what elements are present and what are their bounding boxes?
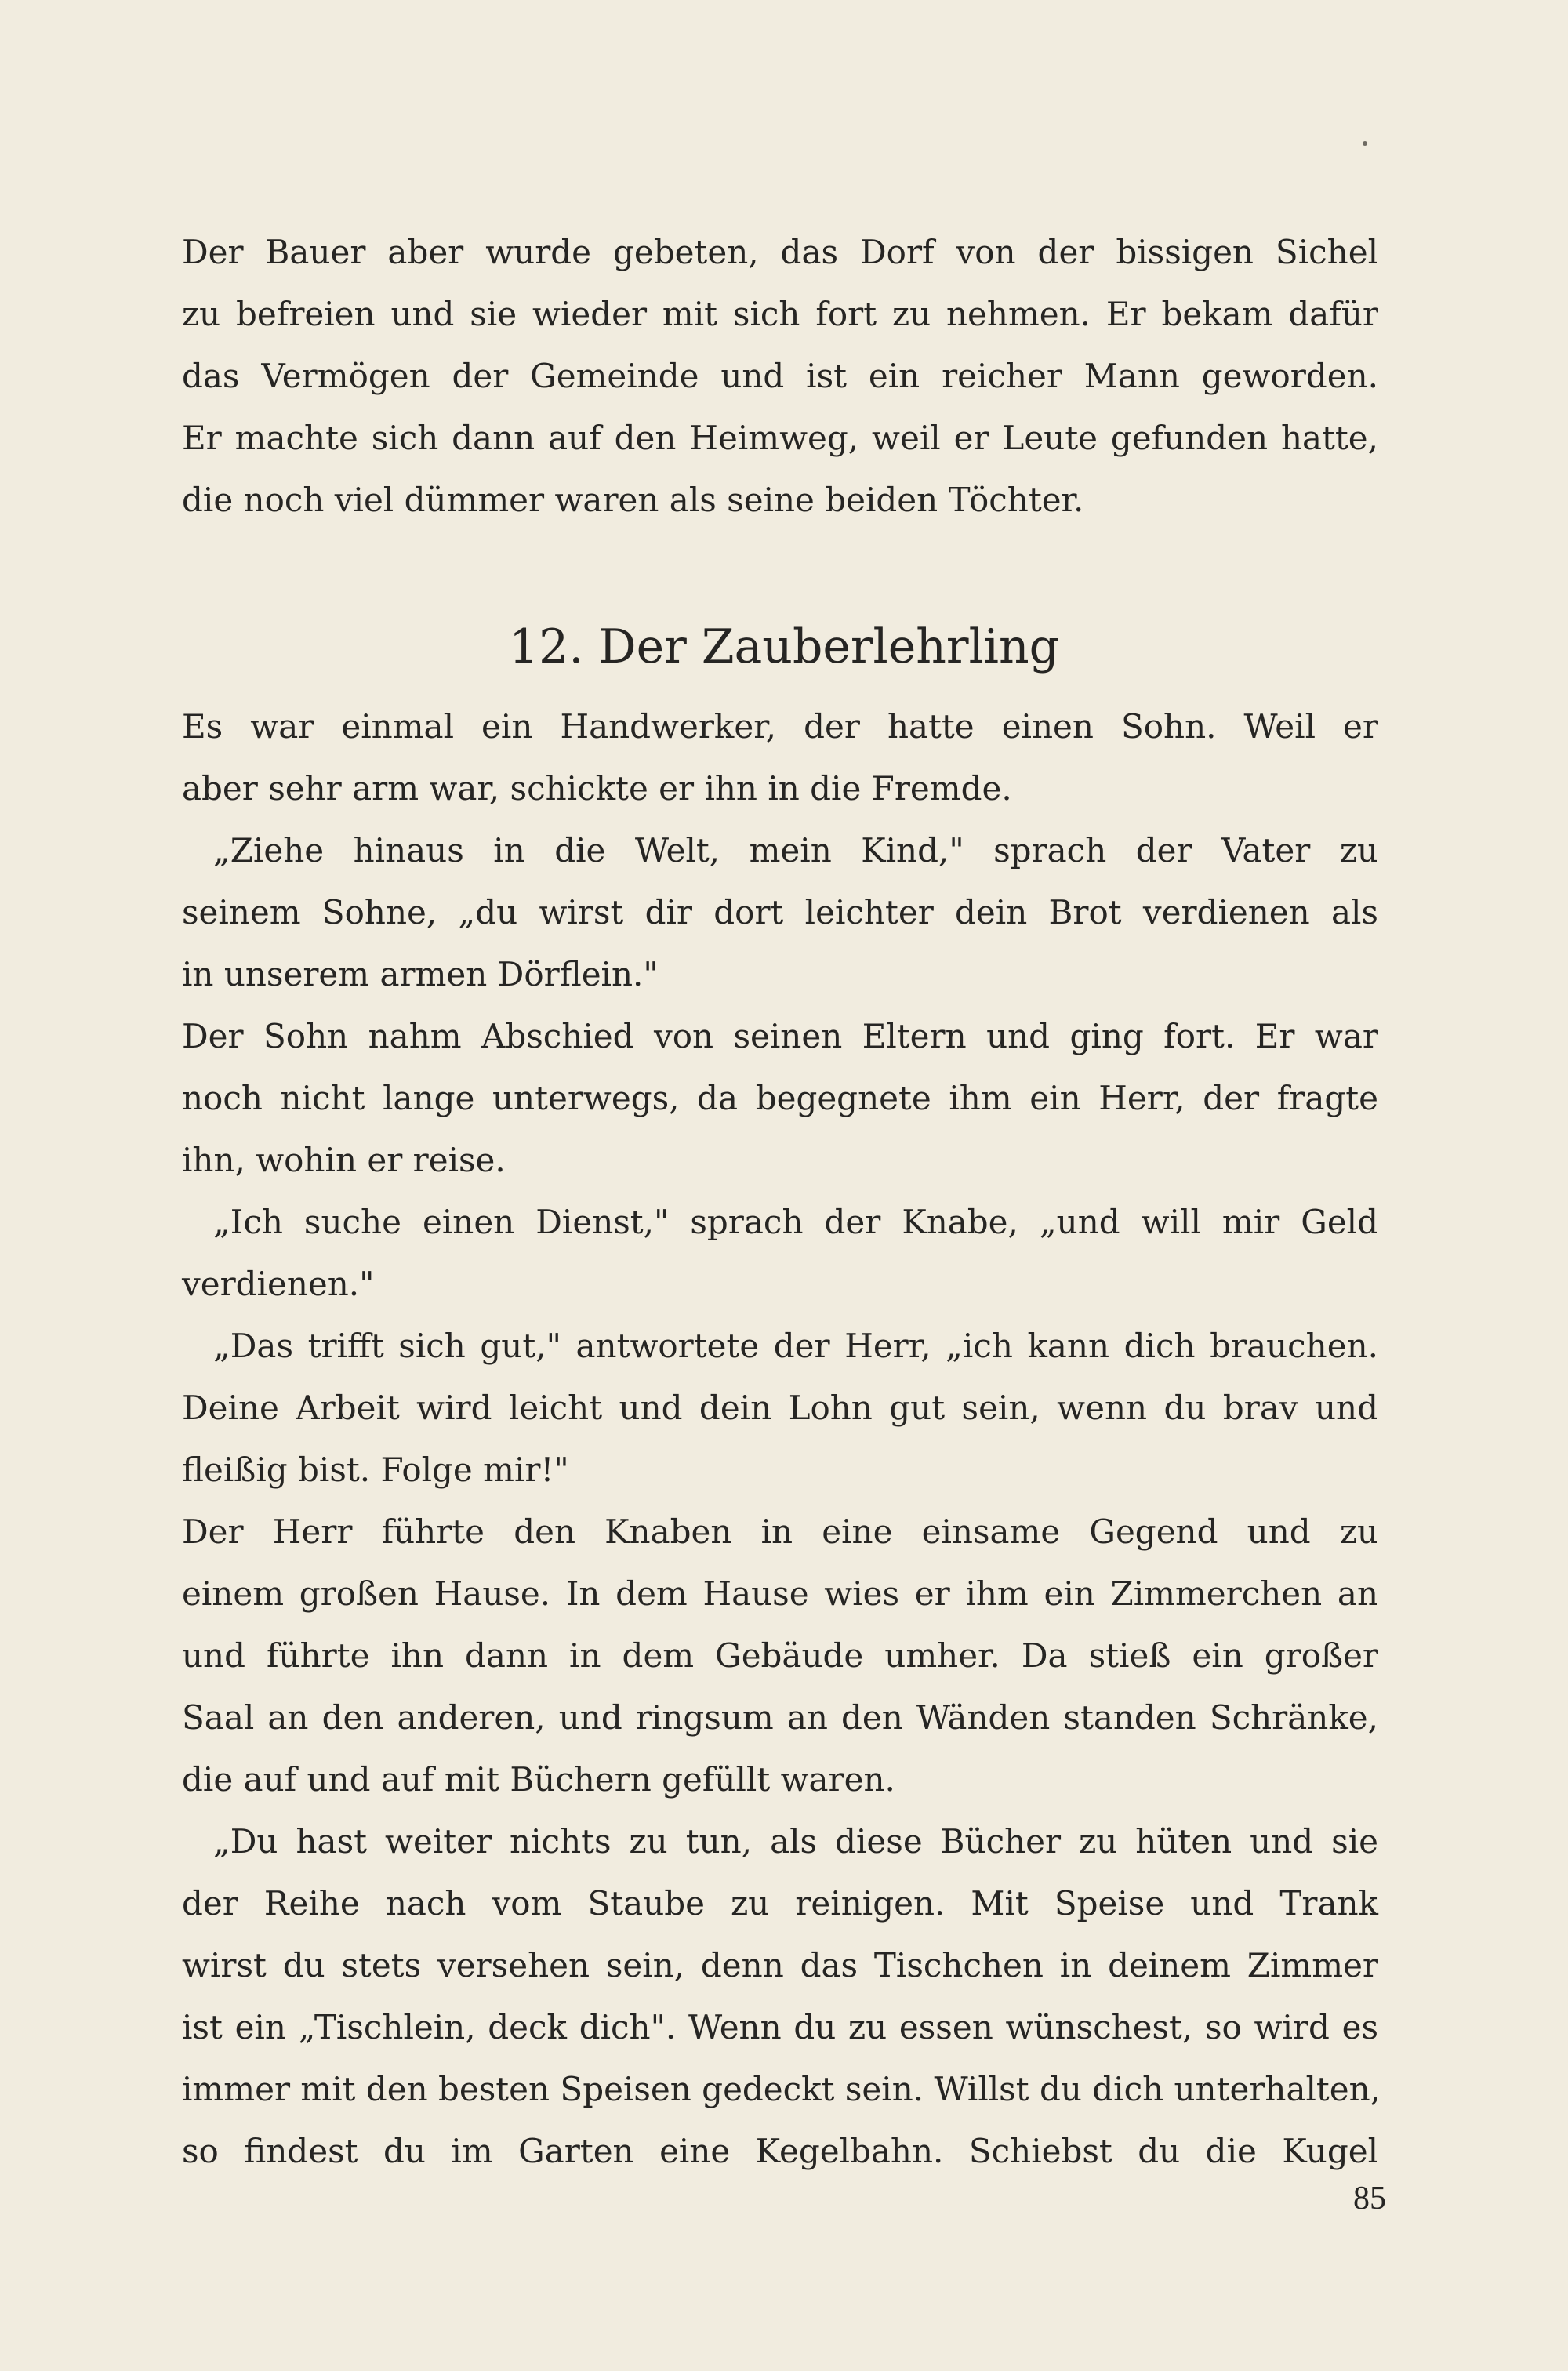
print-dot [1363, 141, 1367, 146]
text-line: die noch viel dümmer waren als seine beiden Töchter. [182, 481, 1084, 519]
text-line: so findest du im Garten eine Kegelbahn. Schiebst du die Kugel [182, 2132, 1378, 2170]
text-line: Saal an den anderen, und ringsum an den Wänden standen Schränke, [182, 1698, 1378, 1737]
text-line: „Du hast weiter nichts zu tun, als diese Bücher zu hüten und sie [213, 1822, 1378, 1861]
text-line: in unserem armen Dörflein." [182, 955, 659, 993]
text-line: fleißig bist. Folge mir!" [182, 1451, 569, 1489]
text-line: die auf und auf mit Büchern gefüllt waren. [182, 1760, 895, 1799]
text-line: der Reihe nach vom Staube zu reinigen. Mit Speise und Trank [182, 1884, 1378, 1923]
text-line: das Vermögen der Gemeinde und ist ein reicher Mann geworden. [182, 357, 1378, 395]
text-line: Der Bauer aber wurde gebeten, das Dorf von der bissigen Sichel [182, 233, 1378, 271]
text-line: ihn, wohin er reise. [182, 1141, 506, 1179]
chapter-title: 12. Der Zauberlehrling [508, 619, 1059, 674]
story-text [182, 695, 1381, 2182]
text-line: „Ziehe hinaus in die Welt, mein Kind," sprach der Vater zu [213, 831, 1378, 870]
text-line: noch nicht lange unterwegs, da begegnete ihm ein Herr, der fragte [182, 1079, 1378, 1117]
paragraph-ending [182, 221, 1378, 531]
text-line: zu befreien und sie wieder mit sich fort zu nehmen. Er bekam dafür [182, 295, 1378, 333]
text-line: und führte ihn dann in dem Gebäude umher. Da stieß ein großer [182, 1636, 1378, 1675]
text-line: verdienen." [182, 1265, 375, 1303]
text-line: Deine Arbeit wird leicht und dein Lohn gut sein, wenn du brav und [182, 1389, 1378, 1427]
text-line: Der Herr führte den Knaben in eine einsame Gegend und zu [182, 1512, 1378, 1551]
text-line: ist ein „Tischlein, deck dich". Wenn du zu essen wünschest, so wird es [182, 2008, 1378, 2046]
text-line: „Ich suche einen Dienst," sprach der Knabe, „und will mir Geld [213, 1203, 1378, 1241]
text-line: immer mit den besten Speisen gedeckt sein. Willst du dich unterhalten, [182, 2070, 1381, 2108]
page-number: 85 [1353, 2180, 1386, 2217]
text-line: Er machte sich dann auf den Heimweg, weil er Leute gefunden hatte, [182, 419, 1378, 457]
text-line: Der Sohn nahm Abschied von seinen Eltern und ging fort. Er war [182, 1017, 1378, 1055]
text-line: einem großen Hause. In dem Hause wies er ihm ein Zimmerchen an [182, 1574, 1378, 1613]
text-line: Es war einmal ein Handwerker, der hatte einen Sohn. Weil er [182, 707, 1378, 746]
text-line: „Das trifft sich gut," antwortete der Herr, „ich kann dich brauchen. [213, 1327, 1378, 1365]
text-line: aber sehr arm war, schickte er ihn in die Fremde. [182, 769, 1012, 808]
text-line: seinem Sohne, „du wirst dir dort leichter dein Brot verdienen als [182, 893, 1378, 931]
text-line: wirst du stets versehen sein, denn das Tischchen in deinem Zimmer [182, 1946, 1378, 1984]
